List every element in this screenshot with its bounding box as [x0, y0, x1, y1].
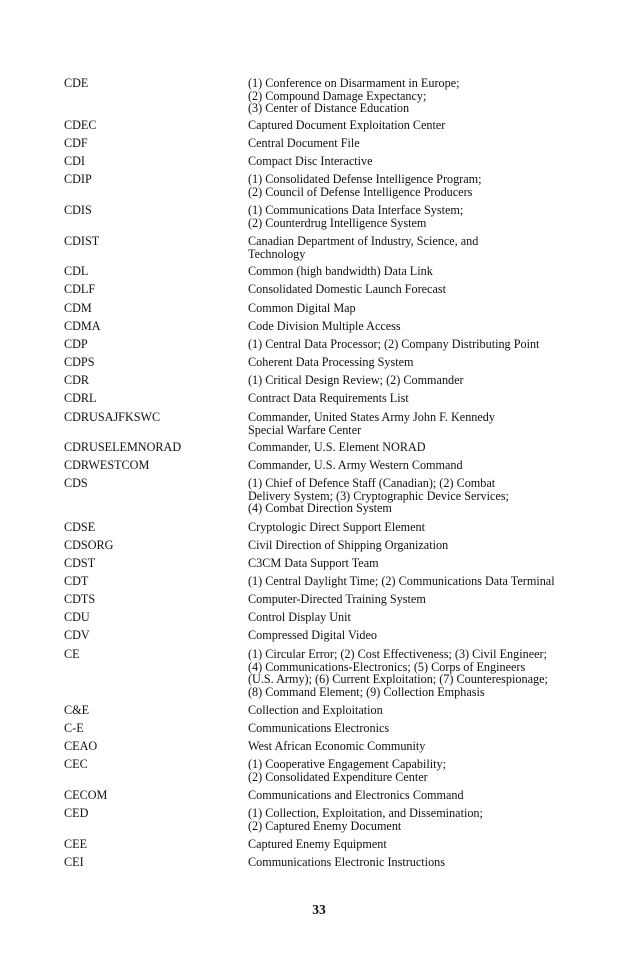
definition-line: (2) Counterdrug Intelligence System — [248, 215, 427, 230]
glossary-definition — [248, 77, 593, 115]
definition-line: (2) Council of Defense Intelligence Producers — [248, 184, 473, 199]
definition-line: (1) Central Data Processor; (2) Company Distributing Point — [248, 337, 540, 351]
definition-line: Central Document File — [248, 136, 360, 150]
definition-line: (1) Consolidated Defense Intelligence Program; — [248, 172, 482, 186]
glossary-definition — [248, 137, 593, 150]
glossary-definition — [248, 521, 593, 534]
definition-line: (1) Collection, Exploitation, and Dissemination; — [248, 806, 483, 820]
glossary-term: CDST — [64, 556, 96, 570]
definition-line: (1) Communications Data Interface System; — [248, 203, 464, 217]
definition-line: Contract Data Requirements List — [248, 391, 409, 405]
glossary-definition — [248, 557, 593, 570]
glossary-definition — [248, 838, 593, 851]
definition-line: Technology — [248, 246, 306, 261]
glossary-definition — [248, 459, 593, 472]
glossary-definition — [248, 648, 593, 698]
glossary-term: CDR — [64, 373, 90, 387]
definition-line: (1) Circular Error; (2) Cost Effectiveness; (3) Civil Engineer; — [248, 647, 547, 661]
glossary-term: CDM — [64, 301, 92, 315]
glossary-term: CDIST — [64, 234, 100, 248]
definition-line: Commander, U.S. Element NORAD — [248, 440, 426, 454]
definition-line: West African Economic Community — [248, 739, 426, 753]
glossary-term: CDRUSELEMNORAD — [64, 440, 182, 454]
glossary-definition — [248, 539, 593, 552]
glossary-term: CEI — [64, 855, 84, 869]
definition-line: Commander, U.S. Army Western Command — [248, 458, 463, 472]
glossary-term: CECOM — [64, 788, 108, 802]
glossary-term: CEAO — [64, 739, 98, 753]
glossary-definition — [248, 155, 593, 168]
glossary-term: CDV — [64, 628, 90, 642]
definition-line: Collection and Exploitation — [248, 703, 383, 717]
glossary-term: CDTS — [64, 592, 96, 606]
glossary-term: CDPS — [64, 355, 95, 369]
glossary-term: CDRWESTCOM — [64, 458, 150, 472]
definition-line: Captured Enemy Equipment — [248, 837, 387, 851]
glossary-term: CE — [64, 647, 80, 661]
glossary-term: CDRL — [64, 391, 97, 405]
glossary-term: CDSE — [64, 520, 96, 534]
glossary-term: CED — [64, 806, 89, 820]
definition-line: Delivery System; (3) Cryptographic Device Services; — [248, 488, 509, 503]
glossary-definition — [248, 722, 593, 735]
glossary-definition — [248, 807, 593, 832]
definition-line: Captured Document Exploitation Center — [248, 118, 446, 132]
definition-line: (1) Conference on Disarmament in Europe; — [248, 76, 460, 90]
definition-line: Code Division Multiple Access — [248, 319, 401, 333]
glossary-definition — [248, 265, 593, 278]
glossary-definition — [248, 575, 593, 588]
definition-line: Computer-Directed Training System — [248, 592, 426, 606]
glossary-definition — [248, 789, 593, 802]
glossary-definition — [248, 477, 593, 515]
glossary-definition — [248, 740, 593, 753]
definition-line: Communications Electronic Instructions — [248, 855, 445, 869]
glossary-definition — [248, 856, 593, 869]
definition-line: (1) Cooperative Engagement Capability; — [248, 757, 446, 771]
glossary-definition — [248, 338, 593, 351]
glossary-term: CDE — [64, 76, 89, 90]
definition-line: (2) Consolidated Expenditure Center — [248, 769, 428, 784]
definition-line: (3) Center of Distance Education — [248, 101, 410, 115]
glossary-term: CDL — [64, 264, 89, 278]
glossary-term: CDEC — [64, 118, 97, 132]
glossary-term: CDT — [64, 574, 89, 588]
glossary-term: CDIP — [64, 172, 92, 186]
glossary-definition — [248, 629, 593, 642]
definition-line: (2) Compound Damage Expectancy; — [248, 88, 427, 103]
definition-line: Compact Disc Interactive — [248, 154, 373, 168]
definition-line: (1) Critical Design Review; (2) Commander — [248, 373, 464, 387]
definition-line: Communications Electronics — [248, 721, 390, 735]
definition-line: Coherent Data Processing System — [248, 355, 414, 369]
glossary-definition — [248, 611, 593, 624]
glossary-definition — [248, 320, 593, 333]
definition-line: Common Digital Map — [248, 301, 356, 315]
definition-line: Control Display Unit — [248, 610, 351, 624]
definition-line: Compressed Digital Video — [248, 628, 378, 642]
glossary-definition — [248, 283, 593, 296]
glossary-definition — [248, 593, 593, 606]
definition-line: Common (high bandwidth) Data Link — [248, 264, 433, 278]
glossary-term: CEE — [64, 837, 88, 851]
definition-line: Consolidated Domestic Launch Forecast — [248, 282, 446, 296]
definition-line: Commander, United States Army John F. Kennedy — [248, 410, 495, 424]
glossary-definition — [248, 356, 593, 369]
definition-line: (2) Captured Enemy Document — [248, 818, 402, 833]
glossary-term: CDS — [64, 476, 88, 490]
glossary-term: CDIS — [64, 203, 92, 217]
definition-line: Special Warfare Center — [248, 422, 362, 437]
glossary-term: CDI — [64, 154, 85, 168]
glossary-term: CDMA — [64, 319, 101, 333]
definition-line: (1) Chief of Defence Staff (Canadian); (2) Combat — [248, 476, 496, 490]
glossary-definition — [248, 235, 593, 260]
glossary-term: C-E — [64, 721, 84, 735]
glossary-term: CDP — [64, 337, 88, 351]
definition-line: (4) Communications-Electronics; (5) Corps of Engineers — [248, 659, 526, 674]
glossary-definition — [248, 119, 593, 132]
glossary-term: CDRUSAJFKSWC — [64, 410, 161, 424]
definition-line: Communications and Electronics Command — [248, 788, 464, 802]
glossary-term: CDSORG — [64, 538, 114, 552]
glossary-definition — [248, 204, 593, 229]
glossary-definition — [248, 441, 593, 454]
glossary-definition — [248, 704, 593, 717]
definition-line: (4) Combat Direction System — [248, 501, 392, 515]
glossary-definition — [248, 302, 593, 315]
glossary-definition — [248, 374, 593, 387]
glossary-definition — [248, 392, 593, 405]
definition-line: Canadian Department of Industry, Science, and — [248, 234, 479, 248]
definition-line: Cryptologic Direct Support Element — [248, 520, 426, 534]
definition-line: (U.S. Army); (6) Current Exploitation; (7) Counterespionage; — [248, 672, 548, 686]
definition-line: (8) Command Element; (9) Collection Emphasis — [248, 684, 485, 699]
definition-line: C3CM Data Support Team — [248, 556, 379, 570]
glossary-term: CEC — [64, 757, 88, 771]
definition-line: (1) Central Daylight Time; (2) Communications Data Terminal — [248, 574, 555, 588]
glossary-definition — [248, 411, 593, 436]
glossary-definition — [248, 758, 593, 783]
glossary-definition — [248, 173, 593, 198]
glossary-term: C&E — [64, 703, 90, 717]
glossary-term: CDU — [64, 610, 90, 624]
page-number: 33 — [312, 902, 326, 917]
glossary-term: CDLF — [64, 282, 96, 296]
definition-line: Civil Direction of Shipping Organization — [248, 538, 449, 552]
glossary-term: CDF — [64, 136, 88, 150]
